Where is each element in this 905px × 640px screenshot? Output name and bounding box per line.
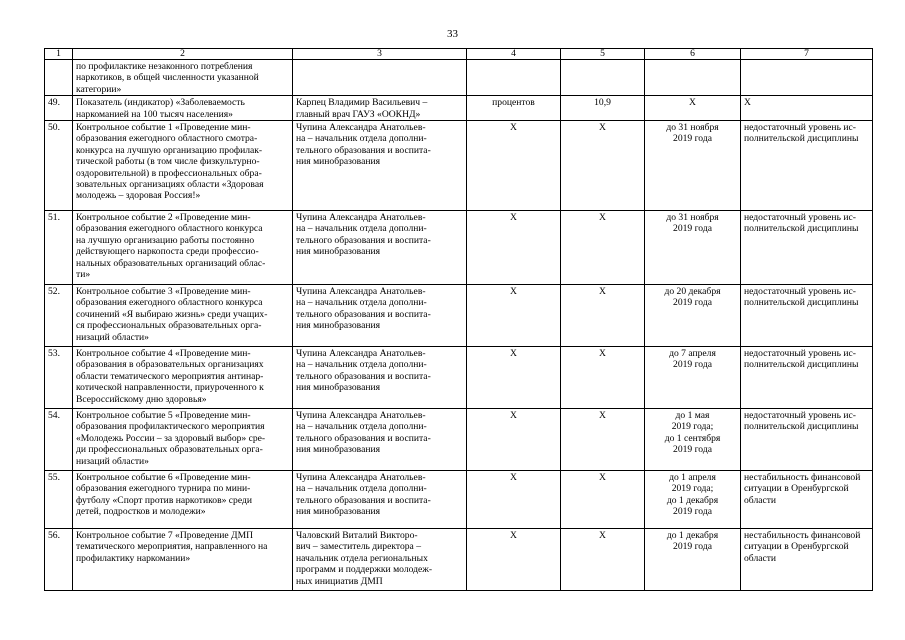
table-row	[45, 409, 873, 471]
cell-line: Чупина Александра Анатольев-	[296, 472, 426, 484]
cell-line: области тематического мероприятия антинар-	[76, 370, 264, 382]
cell-line: Чупина Александра Анатольев-	[296, 286, 426, 298]
column-number-header: 2	[73, 49, 293, 60]
cell-line: Контрольное событие 2 «Проведение мин-	[76, 212, 251, 224]
unit-cell: X	[467, 347, 561, 409]
cell-line: 2019 года	[673, 133, 712, 145]
cell-line: ния минобразования	[296, 246, 381, 258]
value-cell: X	[561, 285, 645, 347]
table-row	[45, 471, 873, 529]
risk-cell	[741, 347, 873, 409]
cell-line: «Молодежь России – за здоровый выбор» сре-	[76, 432, 266, 444]
cell-line: Всероссийскому дню здоровья»	[76, 393, 207, 405]
cell-line: тематического мероприятия, направленного на	[76, 541, 268, 553]
cell-line: нестабильность финансовой	[744, 472, 861, 484]
table-row	[45, 60, 873, 96]
cell-line: 2019 года	[673, 541, 712, 553]
table-row	[45, 285, 873, 347]
value-cell: X	[561, 211, 645, 285]
unit-cell: процентов	[467, 96, 561, 121]
table-header-row	[45, 49, 873, 60]
cell-line: Чупина Александра Анатольев-	[296, 122, 426, 134]
deadline-cell	[645, 285, 741, 347]
deadline-cell	[645, 121, 741, 211]
cell-line: полнительской дисциплины	[744, 223, 859, 235]
unit-cell	[467, 60, 561, 96]
risk-cell	[741, 96, 873, 121]
cell-line: ти»	[76, 269, 91, 281]
cell-line: полнительской дисциплины	[744, 297, 859, 309]
cell-line: до 1 апреля	[669, 472, 716, 484]
value-cell: 10,9	[561, 96, 645, 121]
deadline-cell	[645, 409, 741, 471]
cell-line: молодежь – здоровая Россия!»	[76, 190, 201, 202]
cell-line: ди профессиональных образовательных орга-	[76, 444, 263, 456]
risk-cell	[741, 529, 873, 591]
table-row	[45, 121, 873, 211]
cell-line: тельного образования и воспита-	[296, 370, 431, 382]
cell-line: тельного образования и воспита-	[296, 308, 431, 320]
page-number: 33	[447, 28, 458, 40]
cell-line: детей, подростков и молодежи»	[76, 506, 206, 518]
control-events-table	[44, 48, 873, 591]
column-number-header: 6	[645, 49, 741, 60]
cell-line: области	[744, 552, 777, 564]
cell-line: программ и поддержки молодеж-	[296, 564, 433, 576]
cell-line: на – начальник отдела дополни-	[296, 483, 427, 495]
value-cell: X	[561, 409, 645, 471]
unit-cell: X	[467, 529, 561, 591]
cell-line: Контрольное событие 3 «Проведение мин-	[76, 286, 251, 298]
cell-line: на – начальник отдела дополни-	[296, 421, 427, 433]
column-number-header: 1	[45, 49, 73, 60]
risk-cell	[741, 60, 873, 96]
cell-line: 2019 года	[673, 223, 712, 235]
column-number-header: 5	[561, 49, 645, 60]
cell-line: нальных образовательных организаций облас-	[76, 257, 266, 269]
cell-line: 2019 года	[673, 444, 712, 456]
cell-line: образования ежегодного турнира по мини-	[76, 483, 251, 495]
risk-cell	[741, 285, 873, 347]
responsible-person-cell	[293, 409, 467, 471]
row-number-cell: 53.	[45, 347, 73, 409]
unit-cell: X	[467, 409, 561, 471]
event-description-cell	[73, 96, 293, 121]
cell-line: ния минобразования	[296, 156, 381, 168]
cell-line: сочинений «Я выбираю жизнь» среди учащих-	[76, 308, 268, 320]
cell-line: образования ежегодного областного конкурса	[76, 223, 263, 235]
event-description-cell	[73, 471, 293, 529]
cell-line: области	[744, 494, 777, 506]
value-cell	[561, 60, 645, 96]
value-cell: X	[561, 529, 645, 591]
cell-line: вич – заместитель директора –	[296, 541, 422, 553]
risk-cell	[741, 121, 873, 211]
cell-line: Контрольное событие 6 «Проведение мин-	[76, 472, 251, 484]
deadline-cell	[645, 60, 741, 96]
cell-line: ситуации в Оренбургской	[744, 483, 849, 495]
cell-line: Контрольное событие 4 «Проведение мин-	[76, 348, 251, 360]
cell-line: низаций области»	[76, 331, 149, 343]
cell-line: Контрольное событие 5 «Проведение мин-	[76, 410, 251, 422]
cell-line: ния минобразования	[296, 444, 381, 456]
responsible-person-cell	[293, 121, 467, 211]
cell-line: образования ежегодного областного конкурса	[76, 297, 263, 309]
cell-line: на – начальник отдела дополни-	[296, 359, 427, 371]
unit-cell: X	[467, 121, 561, 211]
cell-line: низаций области»	[76, 455, 149, 467]
cell-line: недостаточный уровень ис-	[744, 122, 856, 134]
cell-line: тельного образования и воспита-	[296, 234, 431, 246]
cell-line: котической направленности, приуроченного к	[76, 382, 264, 394]
cell-line: образования в образовательных организациях	[76, 359, 264, 371]
responsible-person-cell	[293, 347, 467, 409]
column-number-header: 7	[741, 49, 873, 60]
event-description-cell	[73, 285, 293, 347]
cell-line: 2019 года	[673, 506, 712, 518]
cell-line: X	[689, 97, 696, 109]
value-cell: X	[561, 121, 645, 211]
cell-line: полнительской дисциплины	[744, 421, 859, 433]
cell-line: Карпец Владимир Васильевич –	[296, 97, 428, 109]
cell-line: Контрольное событие 1 «Проведение мин-	[76, 122, 251, 134]
event-description-cell	[73, 529, 293, 591]
cell-line: полнительской дисциплины	[744, 359, 859, 371]
cell-line: профилактику наркомании»	[76, 552, 191, 564]
value-cell: X	[561, 347, 645, 409]
cell-line: ния минобразования	[296, 382, 381, 394]
responsible-person-cell	[293, 96, 467, 121]
cell-line: футболу «Спорт против наркотиков» среди	[76, 494, 253, 506]
row-number-cell: 49.	[45, 96, 73, 121]
cell-line: ния минобразования	[296, 320, 381, 332]
event-description-cell	[73, 211, 293, 285]
cell-line: 2019 года	[673, 359, 712, 371]
risk-cell	[741, 211, 873, 285]
cell-line: начальник отдела региональных	[296, 552, 428, 564]
cell-line: X	[744, 97, 751, 109]
cell-line: 2019 года	[673, 297, 712, 309]
column-number-header: 4	[467, 49, 561, 60]
event-description-cell	[73, 60, 293, 96]
cell-line: до 31 ноября	[666, 212, 719, 224]
value-cell: X	[561, 471, 645, 529]
deadline-cell	[645, 529, 741, 591]
deadline-cell	[645, 211, 741, 285]
cell-line: 2019 года;	[671, 483, 714, 495]
column-number-header: 3	[293, 49, 467, 60]
cell-line: на – начальник отдела дополни-	[296, 297, 427, 309]
cell-line: на – начальник отдела дополни-	[296, 133, 427, 145]
cell-line: тельного образования и воспита-	[296, 144, 431, 156]
risk-cell	[741, 471, 873, 529]
table-row	[45, 529, 873, 591]
cell-line: Чупина Александра Анатольев-	[296, 410, 426, 422]
deadline-cell	[645, 347, 741, 409]
cell-line: недостаточный уровень ис-	[744, 286, 856, 298]
row-number-cell: 54.	[45, 409, 73, 471]
cell-line: оздоровительной) в профессиональных обра-	[76, 167, 262, 179]
cell-line: ся профессиональных образовательных орга-	[76, 320, 262, 332]
cell-line: Чупина Александра Анатольев-	[296, 348, 426, 360]
cell-line: категории»	[76, 83, 122, 95]
cell-line: наркоманией на 100 тысяч населения»	[76, 108, 233, 120]
risk-cell	[741, 409, 873, 471]
cell-line: Чупина Александра Анатольев-	[296, 212, 426, 224]
row-number-cell: 51.	[45, 211, 73, 285]
cell-line: недостаточный уровень ис-	[744, 410, 856, 422]
table-row	[45, 96, 873, 121]
cell-line: Чаловский Виталий Викторо-	[296, 530, 418, 542]
cell-line: Показатель (индикатор) «Заболеваемость	[76, 97, 245, 109]
responsible-person-cell	[293, 529, 467, 591]
table-row	[45, 347, 873, 409]
event-description-cell	[73, 409, 293, 471]
cell-line: тельного образования и воспита-	[296, 432, 431, 444]
cell-line: образования профилактического мероприятия	[76, 421, 265, 433]
responsible-person-cell	[293, 285, 467, 347]
responsible-person-cell	[293, 60, 467, 96]
cell-line: ных инициатив ДМП	[296, 575, 383, 587]
row-number-cell	[45, 60, 73, 96]
cell-line: ния минобразования	[296, 506, 381, 518]
table-row	[45, 211, 873, 285]
cell-line: полнительской дисциплины	[744, 133, 859, 145]
cell-line: наркотиков, в общей численности указанной	[76, 72, 259, 84]
cell-line: действующего наркопоста среди профессио-	[76, 246, 259, 258]
cell-line: до 1 декабря	[666, 494, 719, 506]
cell-line: недостаточный уровень ис-	[744, 212, 856, 224]
responsible-person-cell	[293, 471, 467, 529]
cell-line: главный врач ГАУЗ «ООКНД»	[296, 108, 421, 120]
row-number-cell: 52.	[45, 285, 73, 347]
cell-line: до 20 декабря	[664, 286, 721, 298]
cell-line: недостаточный уровень ис-	[744, 348, 856, 360]
deadline-cell	[645, 471, 741, 529]
deadline-cell	[645, 96, 741, 121]
row-number-cell: 50.	[45, 121, 73, 211]
row-number-cell: 56.	[45, 529, 73, 591]
cell-line: по профилактике незаконного потребления	[76, 61, 253, 72]
responsible-person-cell	[293, 211, 467, 285]
cell-line: до 1 мая	[675, 410, 710, 422]
cell-line: 2019 года;	[671, 421, 714, 433]
cell-line: до 7 апреля	[669, 348, 716, 360]
cell-line: зовательных организациях области «Здоровая	[76, 179, 264, 191]
event-description-cell	[73, 347, 293, 409]
row-number-cell: 55.	[45, 471, 73, 529]
cell-line: на лучшую организацию работы постоянно	[76, 234, 255, 246]
event-description-cell	[73, 121, 293, 211]
cell-line: на – начальник отдела дополни-	[296, 223, 427, 235]
cell-line: конкурса на лучшую организацию профилак-	[76, 144, 263, 156]
cell-line: тической работы (в том числе физкультурно-	[76, 156, 260, 168]
cell-line: образования ежегодного областного смотра-	[76, 133, 258, 145]
cell-line: до 1 декабря	[666, 530, 719, 542]
cell-line: до 1 сентября	[664, 432, 721, 444]
unit-cell: X	[467, 211, 561, 285]
cell-line: Контрольное событие 7 «Проведение ДМП	[76, 530, 254, 542]
cell-line: до 31 ноября	[666, 122, 719, 134]
cell-line: ситуации в Оренбургской	[744, 541, 849, 553]
unit-cell: X	[467, 285, 561, 347]
cell-line: тельного образования и воспита-	[296, 494, 431, 506]
unit-cell: X	[467, 471, 561, 529]
cell-line: нестабильность финансовой	[744, 530, 861, 542]
